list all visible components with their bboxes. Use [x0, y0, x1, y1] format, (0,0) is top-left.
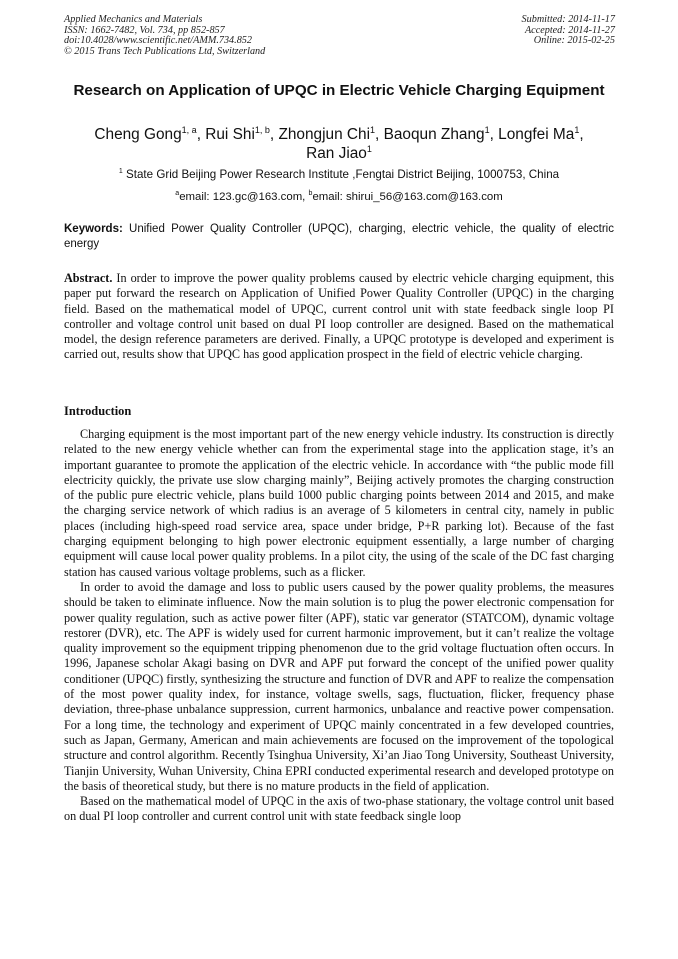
email-a[interactable]: email: 123.gc@163.com,: [179, 191, 309, 203]
author-affiliation-mark: 1: [370, 124, 376, 135]
body-paragraph: Based on the mathematical model of UPQC in the axis of two-phase stationary, the voltage control unit based on dual PI loop controller and current control unit with state feedback single loop: [64, 794, 614, 824]
introduction-body: [64, 427, 614, 825]
affiliation-text: State Grid Beijing Power Research Institute ,Fengtai District Beijing, 1000753, China: [126, 168, 560, 181]
author-name: Zhongjun Chi: [278, 126, 371, 143]
publication-dates: [522, 15, 615, 47]
abstract-label: Abstract.: [64, 271, 113, 285]
affiliation-mark: 1: [118, 168, 123, 176]
keywords-label: Keywords:: [64, 223, 123, 235]
paper-title: Research on Application of UPQC in Electric Vehicle Charging Equipment: [73, 82, 605, 99]
email-line: [64, 190, 614, 204]
author-separator: ,: [375, 126, 384, 143]
body-paragraph: In order to avoid the damage and loss to public users caused by the power quality problems, the measures should be taken to eliminate influence. Now the main solution is to plug the power electronic compensation for power quality regulation, such as active power filter (APF), static var generator (STATCOM), dynamic voltage restorer (DVR), etc. The APF is widely used for current harmonic improvement, but it can’t realize the voltage quality improvement so the equipment tripping phenomenon due to the grid voltage fluctuation often occurs. In 1996, Japanese scholar Akagi basing on DVR and APF put forward the concept of the unified power quality conditioner (UPQC) firstly, synthesizing the structure and function of DVR and APF to realize the compensation of the most power quality index, for instance, voltage swells, sags, fluctuation, flicker, frequency phase deviation, three-phase unbalance suppression, current harmonics, unbalance and reactive power compensation. For a long time, the technology and experiment of UPQC mainly concentrated in a few developed countries, such as Japan, Germany, American and main achievements are focused on the improvement of the topological structure and control algorithm. Recently Tsinghua University, Xi’an Jiao Tong University, Southeast University, Tianjin University, Wuhan University, China EPRI conducted experimental research and developed prototype on the basis of theoretical study, but there is no mature products in the field of application.: [64, 579, 614, 793]
author-name: Cheng Gong: [94, 126, 182, 143]
abstract-text: In order to improve the power quality problems caused by electric vehicle charging equipment, this paper put forward the research on Application of Unified Power Quality Controller (UPQC) in the charging field. Based on the mathematical model of UPQC, current control unit with state feedback single loop PI controller and voltage control unit based on dual PI loop controller are designed. Based on the mathematical model, the design reference parameters are derived. Finally, a UPQC prototype is developed and experiment is carried out, results show that UPQC has good application prospect in the field of electric vehicle charging.: [64, 271, 614, 362]
author-name: Rui Shi: [205, 126, 255, 143]
section-heading-introduction: Introduction: [64, 404, 132, 418]
affiliation: [64, 168, 614, 182]
email-mark-a: a: [175, 190, 180, 198]
author-name: Longfei Ma: [498, 126, 575, 143]
author-separator: ,: [489, 126, 499, 143]
body-paragraph: Charging equipment is the most important part of the new energy vehicle industry. Its construction is directly related to the new energy vehicle whether can from the experimental stage into the application stage, it’s an important guarantee to promote the application of the electric vehicle. In accordance with “the public mode fill electricity quickly, the private use slow charging mainly”, Beijing actively promotes the charging construction of the public pure electric vehicle, plans build 1000 public charging points between 2014 and 2015, and make the charging service network of which radius is an average of 5 kilometers in central city, namely in public places (including high-speed road service area, space under bridge, P+R parking lot). Because of the fast charging equipment belonging to high power electronic equipment essentially, a large number of charging equipment will cause local power quality problems. In a pilot city, the using of the scale of the DC fast charging station has caused various voltage problems, such as a flicker.: [64, 427, 614, 579]
author-affiliation-mark: 1: [366, 143, 372, 154]
keywords-text: Unified Power Quality Controller (UPQC), charging, electric vehicle, the quality of electric energy: [64, 223, 614, 250]
author-affiliation-mark: 1, a: [181, 124, 197, 135]
author-affiliation-mark: 1: [484, 124, 490, 135]
author-separator: ,: [579, 126, 584, 143]
accepted-date: Accepted: 2014-11-27: [524, 24, 615, 36]
abstract: [64, 271, 614, 363]
issn-line: ISSN: 1662-7482, Vol. 734, pp 852-857: [64, 24, 225, 36]
doi-link[interactable]: doi:10.4028/www.scientific.net/AMM.734.852: [64, 35, 252, 46]
author-name: Ran Jiao: [306, 145, 367, 162]
author-list: [64, 125, 614, 163]
author-affiliation-mark: 1: [574, 124, 580, 135]
online-date: Online: 2015-02-25: [533, 35, 615, 46]
author-separator: ,: [269, 126, 279, 143]
email-mark-b: b: [308, 190, 313, 198]
author-separator: ,: [196, 126, 206, 143]
journal-name: Applied Mechanics and Materials: [64, 14, 203, 25]
publication-info: [64, 15, 265, 57]
author-affiliation-mark: 1, b: [254, 124, 270, 135]
submitted-date: Submitted: 2014-11-17: [521, 14, 615, 25]
copyright-line: © 2015 Trans Tech Publications Ltd, Switzerland: [64, 45, 266, 57]
keywords: [64, 222, 614, 251]
email-b[interactable]: email: shirui_56@163.com@163.com: [312, 191, 503, 203]
author-name: Baoqun Zhang: [383, 126, 485, 143]
